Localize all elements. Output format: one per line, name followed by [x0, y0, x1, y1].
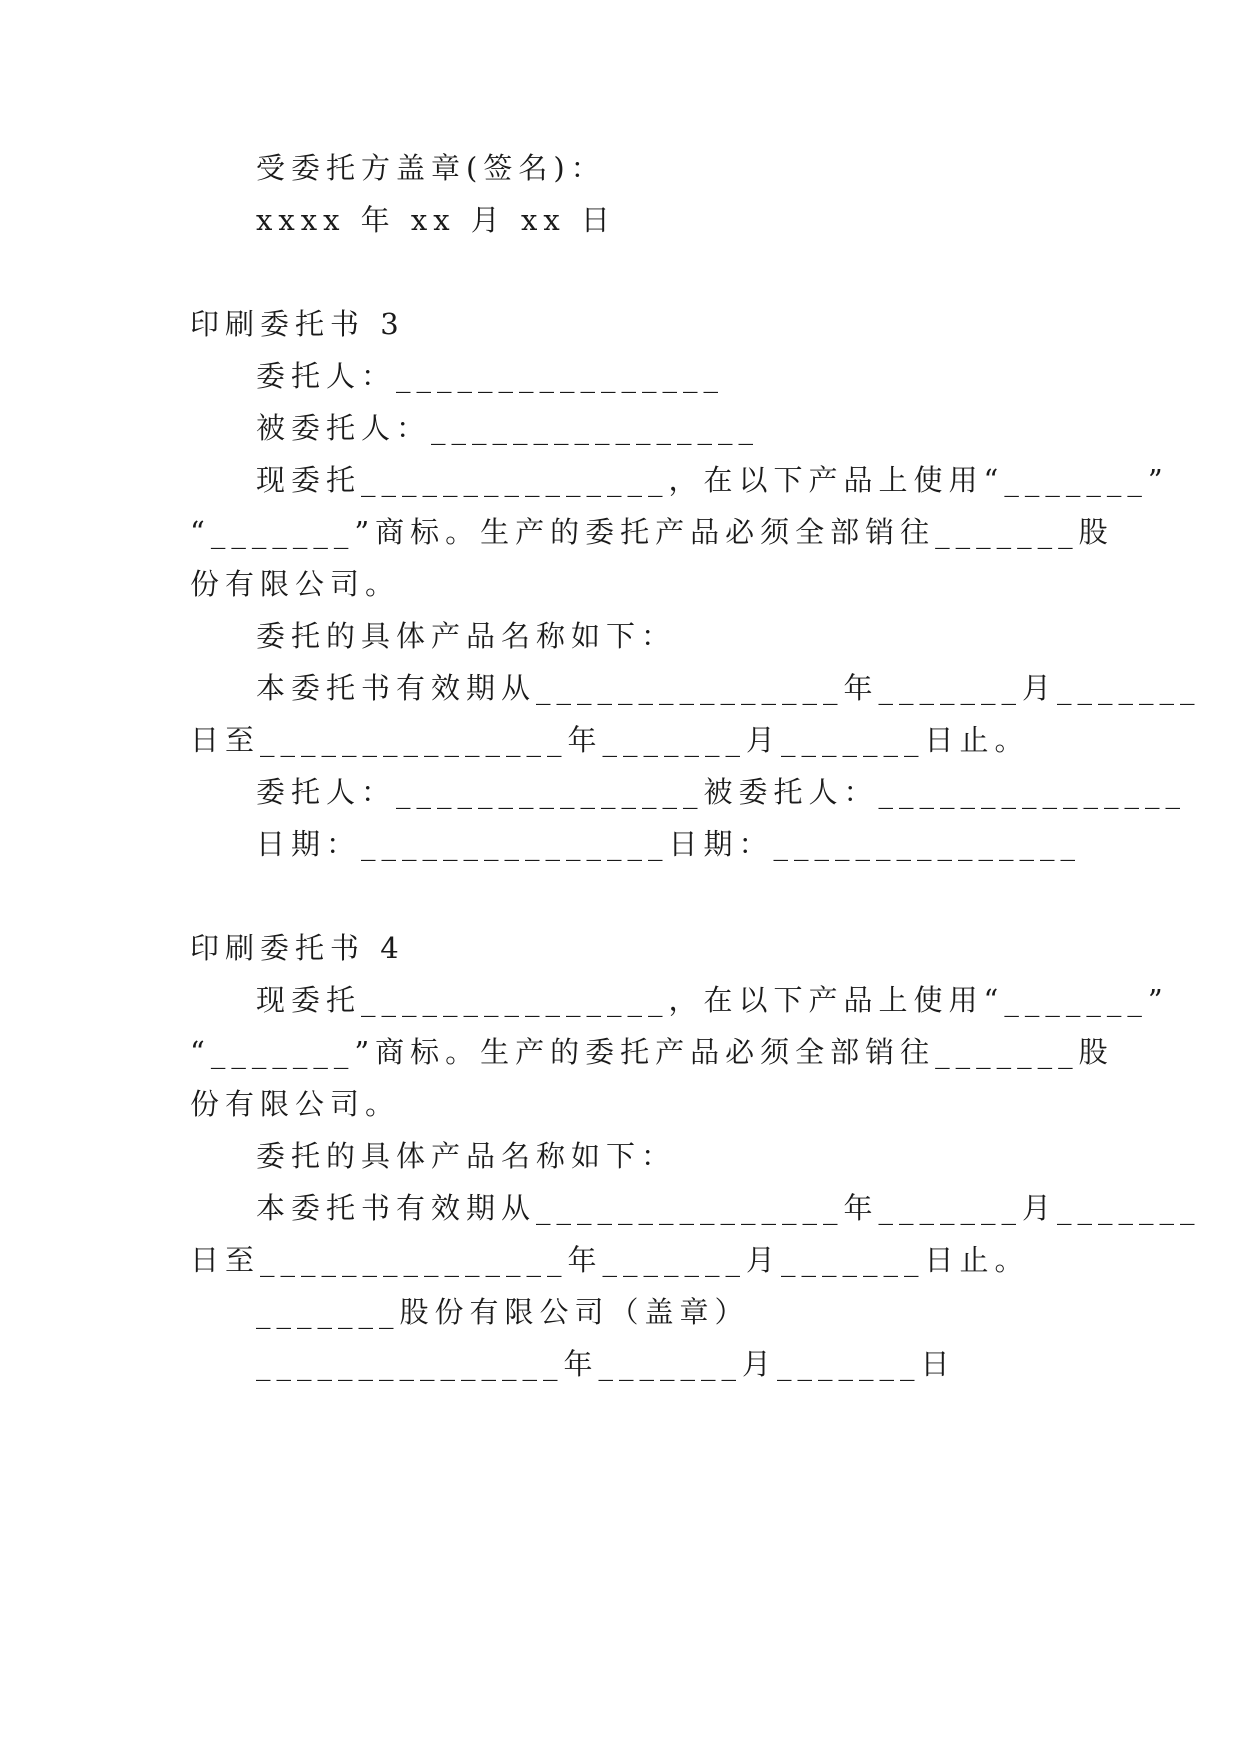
entrustee-date: xxxx 年 xx 月 xx 日: [256, 203, 616, 237]
s3-paragraph-1-line-3: 份有限公司。: [190, 567, 401, 601]
s3-signature-row: 委托人：_______________被委托人：_______________: [256, 775, 1187, 809]
s3-agent-line: 被委托人：________________: [256, 411, 760, 445]
s4-products-heading: 委托的具体产品名称如下：: [256, 1139, 677, 1173]
s4-paragraph-1-line-1: 现委托_______________，在以下产品上使用“_______”: [256, 983, 1169, 1017]
s3-validity-line-1: 本委托书有效期从_______________年_______月_______: [256, 671, 1201, 705]
s3-paragraph-1-line-2: “_______”商标。生产的委托产品必须全部销往_______股: [190, 515, 1114, 549]
section-3-title: 印刷委托书 3: [190, 307, 405, 341]
s3-date-row: 日期：_______________日期：_______________: [256, 827, 1082, 861]
s3-principal-line: 委托人：________________: [256, 359, 725, 393]
s4-validity-line-1: 本委托书有效期从_______________年_______月_______: [256, 1191, 1201, 1225]
section-4-title: 印刷委托书 4: [190, 931, 405, 965]
s3-paragraph-1-line-1: 现委托_______________，在以下产品上使用“_______”: [256, 463, 1169, 497]
s4-paragraph-1-line-3: 份有限公司。: [190, 1087, 401, 1121]
s4-company-stamp: _______股份有限公司（盖章）: [256, 1295, 750, 1329]
s3-validity-line-2: 日至_______________年_______月_______日止。: [190, 723, 1030, 757]
entrustee-stamp-label: 受委托方盖章(签名)：: [256, 151, 606, 185]
s4-date-line: _______________年_______月_______日: [256, 1347, 956, 1381]
s4-paragraph-1-line-2: “_______”商标。生产的委托产品必须全部销往_______股: [190, 1035, 1114, 1069]
s4-validity-line-2: 日至_______________年_______月_______日止。: [190, 1243, 1030, 1277]
s3-products-heading: 委托的具体产品名称如下：: [256, 619, 677, 653]
